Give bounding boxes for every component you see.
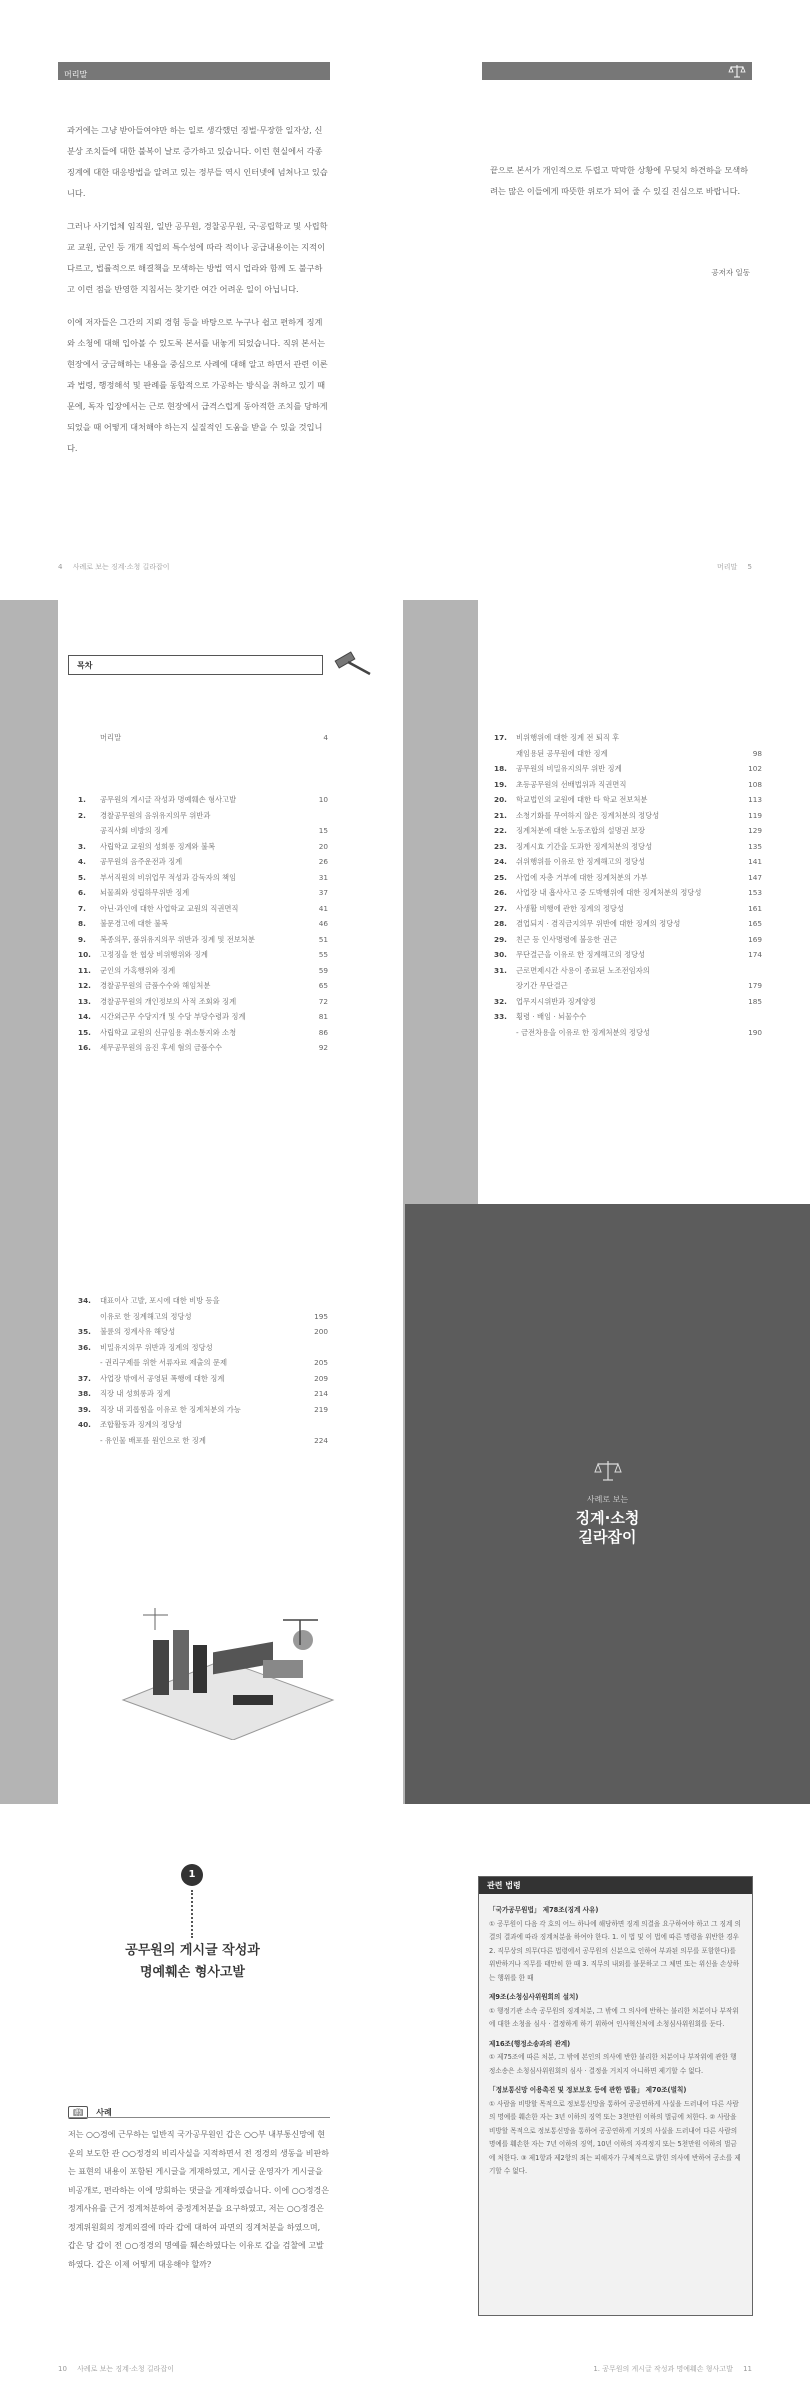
toc-entry-page: 92 <box>318 1043 328 1052</box>
toc-entry-text: 사업장 내 흡사사고 중 도박행위에 대한 징계처분의 정당성 <box>516 888 702 897</box>
toc-entry[interactable] <box>78 854 328 870</box>
toc-entry[interactable] <box>494 730 762 746</box>
toc-entry[interactable] <box>78 1324 328 1340</box>
toc-entry[interactable] <box>78 963 328 979</box>
toc-entry[interactable] <box>494 932 762 948</box>
toc-entry-text: - 금전차용을 이유로 한 징계처분의 정당성 <box>516 1027 651 1037</box>
toc-entry-page: 46 <box>318 919 328 928</box>
toc-entry-page: 135 <box>748 841 762 851</box>
toc-entry-text: 비위행위에 대한 징계 전 퇴직 후 <box>516 733 620 742</box>
toc-entry-page <box>302 1340 328 1356</box>
preface-right-text <box>490 160 752 214</box>
toc-entry[interactable] <box>494 854 762 870</box>
toc-entry-number: 13. <box>78 996 91 1006</box>
toc-entry-number: 14. <box>78 1012 91 1021</box>
law-section-heading: 제16조(행정소송과의 관계) <box>489 2039 571 2048</box>
law-section-heading: 「정보통신망 이용촉진 및 정보보호 등에 관한 법률」 제70조(벌칙) <box>489 2086 687 2094</box>
toc-entry-number: 11. <box>78 965 91 975</box>
toc-entry-text: 사립학교 교원의 신규임용 취소통지와 소청 <box>100 1027 237 1037</box>
toc-entry-text: 친근 등 인사명령에 불응한 권근 <box>516 934 617 944</box>
law-box <box>478 1876 753 2316</box>
cover-subtitle: 사례로 보는 <box>586 1495 629 1504</box>
toc-entry-number: 6. <box>78 888 86 897</box>
toc-entry-page: 174 <box>748 950 762 959</box>
toc-entry-page: 20 <box>318 841 328 851</box>
toc-entry-page: 26 <box>318 857 328 866</box>
toc-entry-page: 147 <box>748 872 762 882</box>
toc-entry[interactable] <box>494 870 762 886</box>
toc-entry-text: - 유인물 배포를 원인으로 한 징계 <box>100 1435 206 1445</box>
toc-entry-text: 쉬위행위를 이유로 한 징계해고의 정당성 <box>516 857 646 866</box>
toc-entry-text: 장기간 무단결근 <box>516 981 568 990</box>
toc-entry[interactable] <box>494 777 762 793</box>
chapter-title-line2: 명예훼손 형사고발 <box>140 1965 245 1980</box>
toc-entry[interactable] <box>494 901 762 917</box>
toc-entry-page: 102 <box>748 764 762 773</box>
toc-entry[interactable] <box>494 1025 762 1041</box>
toc-entry-text: 공무원의 게시글 작성과 명예훼손 형사고발 <box>100 795 237 804</box>
law-section-body: ① 행정기관 소속 공무원의 징계처분, 그 밖에 그 의사에 반하는 불리한 처분이나 부작위에 대한 소청을 심사 · 결정하게 하기 위하여 인사혁신처에 소청심사위원회를 둔다. <box>489 2006 739 2028</box>
toc-entry[interactable] <box>78 808 328 824</box>
toc-entry-number: 25. <box>494 872 507 882</box>
toc-entry[interactable] <box>494 746 762 762</box>
chapter-title-line1: 공무원의 게시글 작성과 <box>125 1943 260 1958</box>
toc-entry-number <box>78 1309 100 1325</box>
toc-entry[interactable] <box>78 792 328 808</box>
toc-entry[interactable] <box>78 1371 328 1387</box>
toc-entry-number: 26. <box>494 888 507 897</box>
footer-book-title: 사례로 보는 징계·소청 길라잡이 <box>72 563 170 571</box>
toc-entry-text: 재임용된 공무원에 대한 징계 <box>516 748 608 758</box>
courtroom-illustration <box>113 1600 343 1740</box>
toc-entry-number: 39. <box>78 1404 91 1414</box>
toc-entry-number: 38. <box>78 1389 91 1398</box>
toc-entry-text: 업무지시위반과 징계양정 <box>516 996 596 1006</box>
left-footer <box>58 562 330 572</box>
toc-entry[interactable] <box>78 870 328 886</box>
toc-entry-number: 1. <box>78 795 86 804</box>
toc-entry-number: 33. <box>494 1012 507 1021</box>
toc-entry-page: 31 <box>318 872 328 882</box>
toc-entry[interactable] <box>494 885 762 901</box>
toc-entry[interactable] <box>78 1293 328 1309</box>
toc-entry[interactable] <box>78 1386 328 1402</box>
toc-entry-number <box>78 1355 100 1371</box>
toc-entry-number: 17. <box>494 733 507 742</box>
toc-entry-text: 대표이사 고발, 포시에 대한 비방 등을 <box>100 1296 220 1305</box>
toc-entry-page: 200 <box>314 1327 328 1336</box>
toc-entry[interactable] <box>494 823 762 839</box>
toc-entry-number: 35. <box>78 1327 91 1336</box>
toc-entry-page: 169 <box>748 934 762 944</box>
toc-right-page <box>478 600 810 1204</box>
toc-entry-page: 129 <box>748 826 762 835</box>
toc-entry-number: 31. <box>494 965 507 975</box>
toc-entry-number: 30. <box>494 950 507 959</box>
toc-entry-text: 머리말 <box>100 733 122 742</box>
preface-paragraph: 과거에는 그냥 받아들여야만 하는 일로 생각했던 징벌·무장한 일자상, 신분상 조치들에 대한 불복이 날로 증가하고 있습니다. 이런 현실에서 각종 징계에 대한 대응방법을 알려고 있는 정부들 역시 인터넷에 넘쳐나고 있습니다. <box>67 125 328 198</box>
toc-entry[interactable] <box>78 1040 328 1056</box>
law-box-content <box>479 1894 752 2183</box>
toc-left-page <box>58 600 403 1804</box>
case-divider <box>68 2117 330 2118</box>
toc-entry-page: 119 <box>748 810 762 820</box>
toc-entry-number: 29. <box>494 934 507 944</box>
scales-icon <box>593 1459 623 1483</box>
toc-entry-text: 뇌물죄와 성립하무위반 징계 <box>100 888 190 897</box>
toc-entry-page: 37 <box>318 888 328 897</box>
toc-entry-number: 19. <box>494 779 507 789</box>
chapter-dotted-line <box>191 1890 193 1938</box>
toc-entry-text: 학교법인의 교원에 대한 타 학교 전보처분 <box>516 795 648 804</box>
toc-entry-number <box>494 1025 516 1041</box>
toc-entry-number: 40. <box>78 1420 91 1429</box>
law-section-body: ① 제75조에 따른 처분, 그 밖에 본인의 의사에 반한 불리한 처분이나 부작위에 관한 행정소송은 소청심사위원회의 심사 · 결정을 거치지 아니하면 제기할 수 없다. <box>489 2053 737 2075</box>
toc-entry-number <box>494 978 516 994</box>
toc-entry[interactable] <box>78 1009 328 1025</box>
chapter-number: 1 <box>181 1864 203 1886</box>
toc-entry-number: 23. <box>494 841 507 851</box>
toc-entry-text: - 권리구제를 위한 서류자료 제출의 문제 <box>100 1358 228 1367</box>
toc-entry[interactable] <box>78 947 328 963</box>
toc-entry-text: 사립학교 교원의 성희롱 징계와 불복 <box>100 841 216 851</box>
toc-entry-text: 소청기화를 무여하지 않은 징계처분의 정당성 <box>516 810 660 820</box>
footer-section-name: 1. 공무원의 게시글 작성과 명예훼손 형사고발 <box>593 2365 733 2373</box>
toc-entry[interactable] <box>78 932 328 948</box>
toc-entry-number: 5. <box>78 872 86 882</box>
toc-entry-text: 복종의무, 품위유지의무 위반과 징계 및 전보처분 <box>100 934 255 944</box>
toc-entry-number: 7. <box>78 903 86 913</box>
toc-entry-page: 59 <box>318 965 328 975</box>
toc-entry-page: 113 <box>748 795 762 804</box>
scales-icon <box>728 64 746 78</box>
toc-entry[interactable] <box>78 916 328 932</box>
toc-entry-number: 16. <box>78 1043 91 1052</box>
preface-paragraph: 끝으로 본서가 개인적으로 두렵고 막막한 상황에 무딪치 하견하을 모색하려는 많은 이들에게 따뜻한 위로가 되어 줄 수 있길 진심으로 바랍니다. <box>490 165 749 196</box>
toc-entry-page: 98 <box>752 748 762 758</box>
cover-title-line2: 길라잡이 <box>578 1528 637 1546</box>
law-section-heading: 「국가공무원법」 제78조(징계 사유) <box>489 1906 599 1914</box>
toc-entry-text: 겸업되지 · 겸직금지의무 위반에 대한 징계의 정당성 <box>516 919 681 928</box>
toc-entry-number: 12. <box>78 981 91 990</box>
preface-paragraph: 그러나 사기업체 임직원, 일반 공무원, 경찰공무원, 국·공립학교 및 사립학교 교원, 군인 등 개개 직업의 특수성에 따라 적이나 공급내용이는 지적이 다르고, 법률적으로 해결책을 모색하는 방법 역시 업라와 함께 도 불구하고 이런 점을 반영한 지침서는 찾기란 여간 어려운 일이 아닙니다. <box>67 221 328 294</box>
toc-entry-text: 조합활동과 징계의 정당성 <box>100 1420 183 1429</box>
law-box-header: 관련 법령 <box>479 1877 752 1894</box>
toc-entry-page: 55 <box>318 950 328 959</box>
toc-entry[interactable] <box>494 994 762 1010</box>
preface-left-text <box>67 120 329 471</box>
toc-entry-number: 37. <box>78 1373 91 1383</box>
toc-entry-number: 34. <box>78 1296 91 1305</box>
toc-entry-text: 불문경고에 대한 불복 <box>100 919 169 928</box>
toc-entry-page: 195 <box>314 1311 328 1321</box>
toc-entry-text: 근로면제시간 사용이 종료된 노조전임자의 <box>516 965 650 975</box>
toc-entry-page: 81 <box>318 1012 328 1021</box>
toc-entry-page: 65 <box>318 981 328 990</box>
toc-entry-number: 2. <box>78 810 86 820</box>
toc-preface-entry[interactable] <box>78 730 328 746</box>
toc-entry-number: 27. <box>494 903 507 913</box>
toc-entry-page: 4 <box>323 733 328 742</box>
cover-panel <box>405 1204 810 1804</box>
case-text: 저는 ○○경에 근무하는 일반직 국가공무원인 갑은 ○○부 내부통신망에 현운의 보도한 관 ○○정경의 비리사실을 지적하면서 전 정경의 생동을 비판하는 표현의 내용이 포함된 게시글을 게재하였고, 게시글 운영자가 게시글을 비공개로, 편라하는 이에 망회하는 댓글을 게재하였습니다. 이에 ○○정경은 정계사유를 근거 정계처분하여 중정계처분을 요구하였고, 저는 ○○정경은 정계위원회의 정계의결에 따라 갑에 대하여 파면의 징계처분을 하였으며, 갑은 당 갑이 전 ○○정경의 명예를 훼손하였다는 이유로 갑을 검찰에 고발하였다. 갑은 이제 어떻게 대응해야 할까? <box>68 2130 329 2269</box>
header-tag: 머리말 <box>64 70 88 79</box>
toc-entry-page <box>736 730 762 746</box>
toc-entry-page: 165 <box>748 919 762 928</box>
toc-entry-page: 108 <box>748 779 762 789</box>
toc-entry-number: 9. <box>78 934 86 944</box>
toc-entry-number: 28. <box>494 919 507 928</box>
toc-entry-page <box>302 808 328 824</box>
toc-entry-page: 51 <box>318 934 328 944</box>
toc-entry[interactable] <box>494 761 762 777</box>
toc-entry-text: 경찰공무원의 음위유지의무 위반과 <box>100 810 211 820</box>
toc-entry-text: 이유로 한 징계해고의 정당성 <box>100 1311 192 1321</box>
toc-entry-number: 8. <box>78 919 86 928</box>
toc-entry-number: 32. <box>494 996 507 1006</box>
toc-list-left <box>78 792 328 1056</box>
toc-entry-page: 72 <box>318 996 328 1006</box>
toc-entry-page: 214 <box>314 1389 328 1398</box>
toc-entry-text: 무단결근을 이유로 한 징계해고의 정당성 <box>516 950 646 959</box>
toc-title-box <box>68 655 323 675</box>
toc-entry[interactable] <box>494 839 762 855</box>
toc-spread <box>0 600 810 1804</box>
toc-entry[interactable] <box>78 1025 328 1041</box>
toc-entry[interactable] <box>78 901 328 917</box>
toc-entry-page: 219 <box>314 1404 328 1414</box>
toc-entry-text: 공직사회 비방의 징계 <box>100 826 169 835</box>
toc-entry[interactable] <box>494 916 762 932</box>
toc-entry-text: 횡령 · 배임 · 뇌물수수 <box>516 1012 587 1021</box>
toc-entry-text: 아닌·과인에 대한 사업학교 교원의 직권면직 <box>100 903 239 913</box>
toc-entry-page <box>736 963 762 979</box>
toc-entry[interactable] <box>78 1433 328 1449</box>
footer-page-number: 11 <box>743 2365 752 2373</box>
toc-entry[interactable] <box>494 1009 762 1025</box>
toc-list-lower <box>78 1293 328 1448</box>
toc-entry-text: 사업에 자총 거부에 대한 징계처분의 가부 <box>516 872 648 882</box>
toc-entry-page: 10 <box>318 795 328 804</box>
toc-entry-text: 직장 내 괴롭힘을 이유로 한 징계처분의 가능 <box>100 1404 241 1414</box>
law-section-heading: 제9조(소청심사위원회의 설치) <box>489 1993 579 2001</box>
toc-entry-page: 41 <box>318 903 328 913</box>
toc-entry-number: 4. <box>78 857 86 866</box>
toc-entry[interactable] <box>78 978 328 994</box>
toc-entry-number: 24. <box>494 857 507 866</box>
toc-entry-text: 불륜의 정계사유 해당성 <box>100 1327 176 1336</box>
footer-page-number: 5 <box>747 563 752 571</box>
toc-entry-number: 20. <box>494 795 507 804</box>
toc-entry-number: 22. <box>494 826 507 835</box>
toc-entry[interactable] <box>78 839 328 855</box>
toc-entry[interactable] <box>494 792 762 808</box>
toc-entry-page <box>736 1009 762 1025</box>
toc-entry[interactable] <box>78 1402 328 1418</box>
toc-list-right <box>494 730 762 1040</box>
toc-entry-text: 공무원의 음주운전과 징계 <box>100 857 183 866</box>
right-footer <box>482 562 752 572</box>
toc-entry-text: 징계처분에 대한 노동조합의 설명권 보장 <box>516 826 646 835</box>
footer-page-number: 10 <box>58 2365 67 2373</box>
toc-entry-text: 사생활 비행에 관한 징계의 정당성 <box>516 903 624 913</box>
toc-entry[interactable] <box>78 1355 328 1371</box>
toc-entry-text: 직장 내 성희롱과 징계 <box>100 1389 171 1398</box>
book-icon: 📖︎ <box>68 2106 88 2119</box>
left-footer <box>58 2364 330 2374</box>
toc-entry-number: 18. <box>494 764 507 773</box>
right-footer <box>482 2364 752 2374</box>
toc-entry-text: 경찰공무원의 금품수수와 해임처분 <box>100 981 211 990</box>
left-header-bar <box>58 62 330 80</box>
toc-entry-number: 21. <box>494 810 507 820</box>
law-section-body: ① 공무원이 다음 각 호의 어느 하나에 해당하면 징계 의결을 요구하여야 하고 그 징계 의결의 결과에 따라 징계처분을 하여야 한다. 1. 이 법 및 이 법에 따른 명령을 위반한 경우 2. 직무상의 의무(다른 법령에서 공무원의 신분으로 인하여 부과된 의무를 포함한다)를 위반하거나 직무를 태만히 한 때 3. 직무의 내외를 불문하고 그 체면 또는 위신을 손상하는 행위를 한 때 <box>489 1919 741 1982</box>
toc-entry-page: 161 <box>748 903 762 913</box>
toc-entry-page: 141 <box>748 857 762 866</box>
law-section-body: ① 사람을 비방할 목적으로 정보통신망을 통하여 공공연하게 사실을 드러내어 다른 사람의 명예를 훼손한 자는 3년 이하의 징역 또는 3천만원 이하의 벌금에 처한다. ② 사람을 비방할 목적으로 정보통신망을 통하여 공공연하게 거짓의 사실을 드러내어 다른 사람의 명예를 훼손한 자는 7년 이하의 징역, 10년 이하의 자격정지 또는 5천만원 이하의 벌금에 처한다. ③ 제1항과 제2항의 죄는 피해자가 구체적으로 밝힌 의사에 반하여 공소를 제기할 수 없다. <box>489 2099 741 2175</box>
toc-entry-number: 10. <box>78 950 91 959</box>
footer-book-title: 사례로 보는 징계·소청 길라잡이 <box>77 2365 174 2373</box>
toc-entry-text: 고정징을 한 협상 비위행위와 징계 <box>100 950 208 959</box>
gavel-icon <box>328 650 376 678</box>
toc-entry-text: 부서직원의 비위업무 적성과 감독자의 책임 <box>100 872 237 882</box>
toc-entry-text: 세무공무원의 음진 후세 혐의 금품수수 <box>100 1043 223 1052</box>
toc-title: 목차 <box>77 661 93 670</box>
toc-entry-page: 179 <box>748 981 762 990</box>
toc-entry[interactable] <box>494 808 762 824</box>
toc-entry-text: 시간외근무 수당지개 및 수당 부당수령과 징계 <box>100 1012 246 1021</box>
right-header-bar <box>482 62 752 80</box>
toc-entry-text: 비밀유지의무 위반과 징계의 정당성 <box>100 1342 213 1352</box>
cover-title-line1: 징계·소청 <box>575 1509 640 1527</box>
toc-entry-number: 36. <box>78 1342 91 1352</box>
footer-page-number: 4 <box>58 563 63 571</box>
footer-section-name: 머리말 <box>717 563 738 571</box>
toc-entry[interactable] <box>78 1309 328 1325</box>
toc-entry[interactable] <box>494 963 762 979</box>
toc-entry[interactable] <box>78 994 328 1010</box>
toc-entry-page <box>302 1293 328 1309</box>
toc-entry-page: 185 <box>748 996 762 1006</box>
toc-entry-text: 공무원의 비밀유지의무 위반 징계 <box>516 764 622 773</box>
toc-entry-text: 사업장 밖에서 공영된 폭행에 대한 징계 <box>100 1373 225 1383</box>
preface-paragraph: 이에 저자들은 그간의 지뢰 경험 등을 바탕으로 누구나 쉽고 편하게 징계와 소청에 대해 입아볼 수 있도록 본서를 내놓게 되었습니다. 직위 본서는 현장에서 궁금해하는 내용을 중심으로 사례에 대해 알고 하면서 관련 이론과 법령, 행정해석 및 판례를 동합적으로 가공하는 방식을 취하고 있기 때문에, 독자 입장에서는 근로 현장에서 급격스럽게 동아적한 조치를 당하게 되었을 때 어떻게 대처해야 하는지 실질적인 도움을 받을 수 있을 것입니다. <box>67 317 328 453</box>
toc-entry[interactable] <box>78 1340 328 1356</box>
toc-entry-page: 205 <box>314 1358 328 1367</box>
toc-entry-number <box>78 1433 100 1449</box>
preface-spread <box>0 0 810 600</box>
toc-entry-page: 224 <box>314 1435 328 1445</box>
toc-entry-text: 징계시효 기간을 도과한 징계처분의 정당성 <box>516 841 653 851</box>
toc-entry-page: 153 <box>748 888 762 897</box>
toc-entry-page: 209 <box>314 1373 328 1383</box>
toc-entry-number <box>494 746 516 762</box>
toc-entry-page: 15 <box>318 826 328 835</box>
toc-entry-page <box>302 1417 328 1433</box>
toc-entry[interactable] <box>78 885 328 901</box>
toc-entry-number: 15. <box>78 1027 91 1037</box>
toc-entry-number <box>78 823 100 839</box>
toc-entry-text: 군인의 가혹행위와 징계 <box>100 965 176 975</box>
chapter-spread <box>0 1804 810 2400</box>
toc-entry[interactable] <box>78 1417 328 1433</box>
toc-entry-number: 3. <box>78 841 86 851</box>
toc-entry-text: 초등공무원의 선배법위과 직권면직 <box>516 779 627 789</box>
case-label-text: 사례 <box>96 2108 112 2117</box>
toc-entry-page: 190 <box>748 1027 762 1037</box>
toc-entry[interactable] <box>78 823 328 839</box>
signature: 공저자 일동 <box>711 268 750 277</box>
toc-entry[interactable] <box>494 947 762 963</box>
toc-entry-page: 86 <box>318 1027 328 1037</box>
toc-entry-text: 경찰공무원의 개인정보의 사적 조회와 징계 <box>100 996 237 1006</box>
toc-entry[interactable] <box>494 978 762 994</box>
